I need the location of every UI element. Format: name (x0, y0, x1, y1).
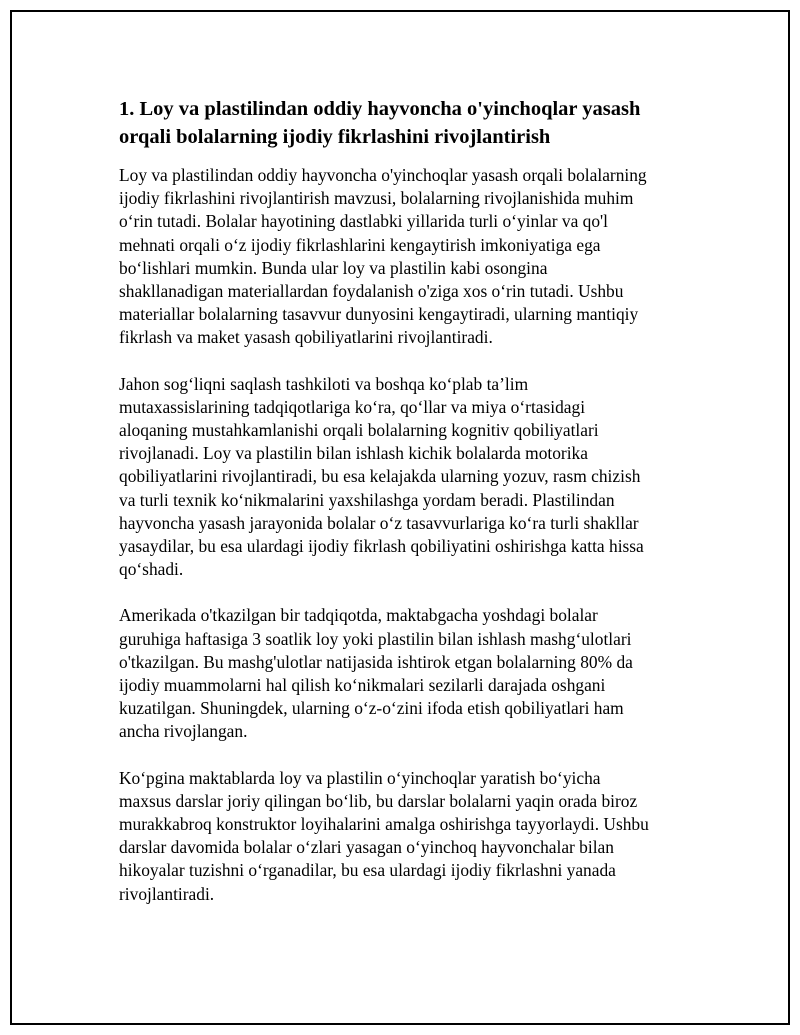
paragraph-4: Ko‘pgina maktablarda loy va plastilin o‘yinchoqlar yaratish bo‘yicha maxsus darslar joriy qilingan bo‘lib, bu darslar bolalarni yaqin orada biroz murakkabroq konstruktor loyihalarini amalga oshirishga tayyorlaydi. Ushbu darslar davomida bolalar o‘zlari yasagan o‘yinchoq hayvonchalar bilan hikoyalar tuzishni o‘rganadilar, bu esa ulardagi ijodiy fikrlashni yanada rivojlantiradi. (119, 767, 649, 904)
paragraph-1: Loy va plastilindan oddiy hayvoncha o'yinchoqlar yasash orqali bolalarning ijodiy fikrlashini rivojlantirish mavzusi, bolalarning rivojlanishida muhim o‘rin tutadi. Bolalar hayotining dastlabki yillarida turli o‘yinlar va qo'l mehnati orqali o‘z ijodiy fikrlashlarini kengaytirish imkoniyatiga ega bo‘lishlari mumkin. Bunda ular loy va plastilin kabi osongina shakllanadigan materiallardan foydalanish o'ziga xos o‘rin tutadi. Ushbu materiallar bolalarning tasavvur dunyosini kengaytiradi, ularning mantiqiy fikrlash va maket yasash qobiliyatlarini rivojlantiradi. (119, 165, 647, 348)
section-title: 1. Loy va plastilindan oddiy hayvoncha o'yinchoqlar yasash orqali bolalarning ijodiy fikrlashini rivojlantirish (119, 98, 641, 148)
document-page (10, 10, 790, 1025)
document-content (119, 95, 699, 906)
paragraph-2: Jahon sog‘liqni saqlash tashkiloti va boshqa ko‘plab ta’lim mutaxassislarining tadqiqotlariga ko‘ra, qo‘llar va miya o‘rtasidagi aloqaning mustahkamlanishi orqali bolalarning kognitiv qobiliyatlari rivojlanadi. Loy va plastilin bilan ishlash kichik bolalarda motorika qobiliyatlarini rivojlantiradi, bu esa kelajakda ularning yozuv, rasm chizish va turli texnik ko‘nikmalarini yaxshilashga yordam beradi. Plastilindan hayvoncha yasash jarayonida bolalar o‘z tasavvurlariga ko‘ra turli shakllar yasaydilar, bu esa ulardagi ijodiy fikrlash qobiliyatini oshirishga katta hissa qo‘shadi. (119, 373, 644, 580)
paragraph-3: Amerikada o'tkazilgan bir tadqiqotda, maktabgacha yoshdagi bolalar guruhiga haftasiga 3 soatlik loy yoki plastilin bilan ishlash mashg‘ulotlari o'tkazilgan. Bu mashg'ulotlar natijasida ishtirok etgan bolalarning 80% da ijodiy muammolarni hal qilish ko‘nikmalari sezilarli darajada oshgani kuzatilgan. Shuningdek, ularning o‘z-o‘zini ifoda etish qobiliyatlari ham ancha rivojlangan. (119, 605, 633, 742)
